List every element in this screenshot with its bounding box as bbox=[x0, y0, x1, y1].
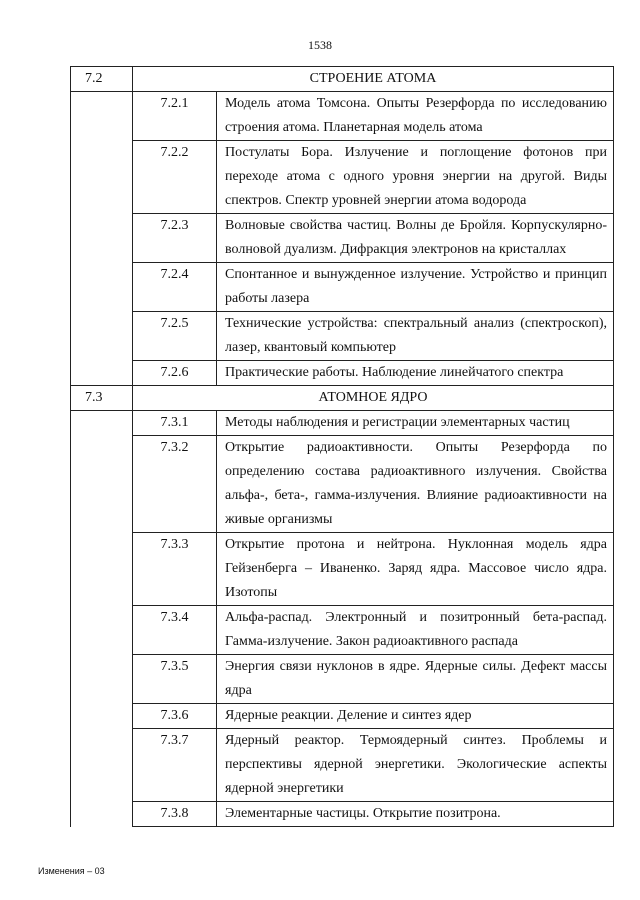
item-number: 7.3.1 bbox=[133, 411, 217, 436]
item-text: Энергия связи нуклонов в ядре. Ядерные силы. Дефект массы ядра bbox=[217, 655, 614, 704]
item-text: Модель атома Томсона. Опыты Резерфорда по исследованию строения атома. Планетарная модель атома bbox=[217, 92, 614, 141]
table-row bbox=[71, 533, 614, 606]
item-text: Альфа-распад. Электронный и позитронный бета-распад. Гамма-излучение. Закон радиоактивного распада bbox=[217, 606, 614, 655]
item-text: Методы наблюдения и регистрации элементарных частиц bbox=[217, 411, 614, 436]
section-number: 7.2 bbox=[71, 67, 133, 92]
section-number: 7.3 bbox=[71, 386, 133, 411]
table-row bbox=[71, 704, 614, 729]
item-text: Открытие протона и нейтрона. Нуклонная модель ядра Гейзенберга – Иваненко. Заряд ядра. Массовое число ядра. Изотопы bbox=[217, 533, 614, 606]
item-text: Постулаты Бора. Излучение и поглощение фотонов при переходе атома с одного уровня энергии на другой. Виды спектров. Спектр уровней энергии атома водорода bbox=[217, 141, 614, 214]
item-number: 7.2.1 bbox=[133, 92, 217, 141]
item-text: Открытие радиоактивности. Опыты Резерфорда по определению состава радиоактивного излучения. Свойства альфа-, бета-, гамма-излучения. Влияние радиоактивности на живые организмы bbox=[217, 436, 614, 533]
table-row bbox=[71, 729, 614, 802]
section-row bbox=[71, 67, 614, 92]
item-number: 7.3.7 bbox=[133, 729, 217, 802]
table-row bbox=[71, 802, 614, 827]
item-number: 7.3.6 bbox=[133, 704, 217, 729]
item-number: 7.3.5 bbox=[133, 655, 217, 704]
item-text: Ядерные реакции. Деление и синтез ядер bbox=[217, 704, 614, 729]
section-title: СТРОЕНИЕ АТОМА bbox=[133, 67, 614, 92]
item-number: 7.3.8 bbox=[133, 802, 217, 827]
item-text: Практические работы. Наблюдение линейчатого спектра bbox=[217, 361, 614, 386]
curriculum-table bbox=[70, 66, 614, 827]
item-number: 7.2.4 bbox=[133, 263, 217, 312]
item-text: Элементарные частицы. Открытие позитрона. bbox=[217, 802, 614, 827]
table-row bbox=[71, 92, 614, 141]
table-row bbox=[71, 436, 614, 533]
item-number: 7.3.4 bbox=[133, 606, 217, 655]
section-title: АТОМНОЕ ЯДРО bbox=[133, 386, 614, 411]
table-row bbox=[71, 263, 614, 312]
item-number: 7.3.2 bbox=[133, 436, 217, 533]
item-text: Спонтанное и вынужденное излучение. Устройство и принцип работы лазера bbox=[217, 263, 614, 312]
section-row bbox=[71, 386, 614, 411]
page-number: 1538 bbox=[308, 38, 332, 52]
table-row bbox=[71, 411, 614, 436]
table-row bbox=[71, 606, 614, 655]
item-number: 7.2.5 bbox=[133, 312, 217, 361]
table-row bbox=[71, 361, 614, 386]
table-row bbox=[71, 141, 614, 214]
item-number: 7.3.3 bbox=[133, 533, 217, 606]
item-number: 7.2.6 bbox=[133, 361, 217, 386]
table-row bbox=[71, 214, 614, 263]
table-row bbox=[71, 655, 614, 704]
footer-revision: Изменения – 03 bbox=[38, 866, 105, 876]
item-text: Технические устройства: спектральный анализ (спектроскоп), лазер, квантовый компьютер bbox=[217, 312, 614, 361]
item-number: 7.2.2 bbox=[133, 141, 217, 214]
item-text: Волновые свойства частиц. Волны де Бройля. Корпускулярно-волновой дуализм. Дифракция электронов на кристаллах bbox=[217, 214, 614, 263]
item-text: Ядерный реактор. Термоядерный синтез. Проблемы и перспективы ядерной энергетики. Экологические аспекты ядерной энергетики bbox=[217, 729, 614, 802]
table-row bbox=[71, 312, 614, 361]
item-number: 7.2.3 bbox=[133, 214, 217, 263]
